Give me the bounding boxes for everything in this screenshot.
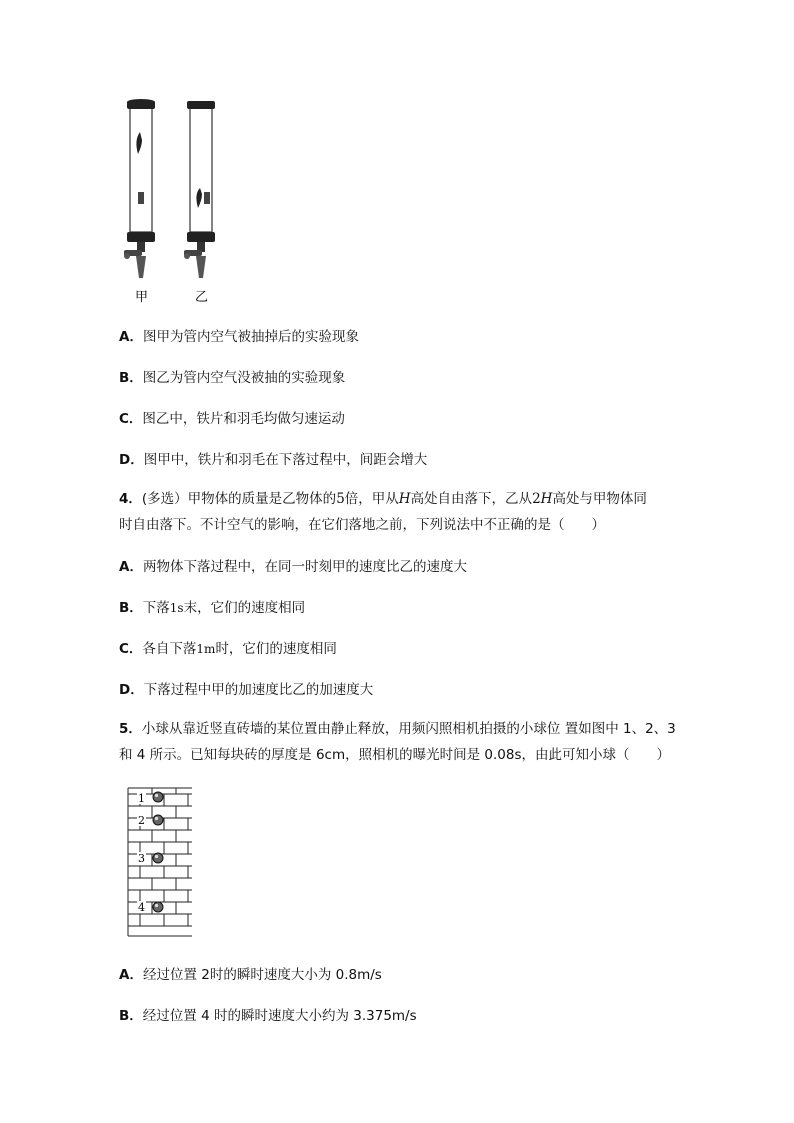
q4-option-a: A．两物体下落过程中，在同一时刻甲的速度比乙的速度大 (119, 559, 467, 575)
q5-stem-line1: 5．小球从靠近竖直砖墙的某位置由静止释放，用频闪照相机拍摄的小球位 置如图中 1、2、3 (119, 721, 676, 737)
ball-label-1: 1 (138, 792, 145, 805)
q3-option-d: D．图甲中，铁片和羽毛在下落过程中，间距会增大 (119, 452, 428, 468)
q4-stem-line1: 4．(多选）甲物体的质量是乙物体的5倍，甲从H高处自由落下，乙从2H高处与甲物体同 (119, 491, 647, 507)
q4-option-d: D．下落过程中甲的加速度比乙的加速度大 (119, 682, 374, 698)
label-yi: 乙 (195, 290, 209, 305)
q4-option-b: B．下落1s末，它们的速度相同 (119, 600, 306, 616)
label-jia: 甲 (135, 290, 149, 305)
feather-icon (196, 188, 202, 208)
q5-stem-line2: 和 4 所示。已知每块砖的厚度是 6cm，照相机的曝光时间是 0.08s，由此可知小球（ ） (119, 747, 671, 763)
q5-option-a: A．经过位置 2时的瞬时速度大小为 0.8m/s (119, 967, 382, 983)
ball-label-3: 3 (138, 852, 145, 865)
ball-label-4: 4 (138, 901, 145, 914)
ball-1 (153, 792, 163, 802)
iron-piece-icon (138, 192, 144, 204)
iron-piece-icon (204, 192, 210, 204)
q4-stem (119, 486, 699, 538)
tube-yi (184, 101, 215, 278)
ball-2 (153, 815, 163, 825)
q5-option-b: B．经过位置 4 时的瞬时速度大小约为 3.375m/s (119, 1008, 417, 1024)
tube-jia (124, 99, 155, 278)
q3-option-a: A．图甲为管内空气被抽掉后的实验现象 (119, 329, 359, 345)
q5-stem (119, 716, 719, 768)
q3-option-b: B．图乙为管内空气没被抽的实验现象 (119, 370, 346, 386)
ball-3 (153, 853, 163, 863)
q4-option-c: C．各自下落1m时，它们的速度相同 (119, 641, 337, 657)
vacuum-tubes-figure (118, 96, 228, 308)
feather-icon (136, 132, 142, 154)
q4-stem-line2: 时自由落下。不计空气的影响，在它们落地之前，下列说法中不正确的是（ ） (119, 517, 605, 533)
q3-option-c: C．图乙中，铁片和羽毛均做匀速运动 (119, 411, 345, 427)
brick-wall-figure (122, 786, 196, 938)
ball-4 (153, 902, 163, 912)
ball-label-2: 2 (138, 814, 145, 827)
